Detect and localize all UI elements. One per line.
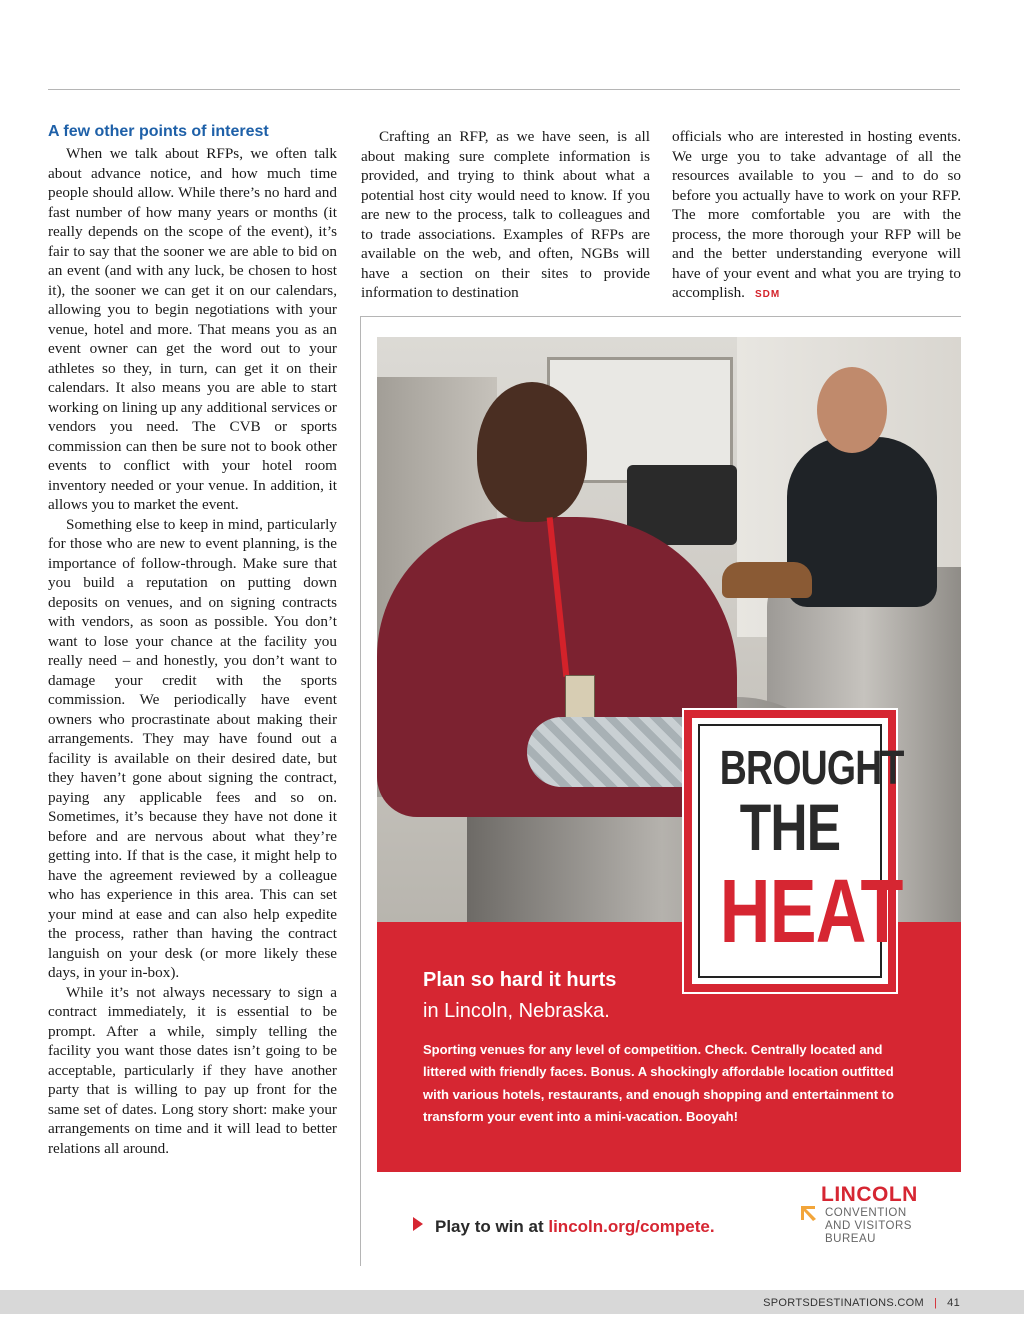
logo-name: LINCOLN [821,1183,918,1206]
header-rule [48,89,960,90]
article-column-3 [672,127,961,305]
end-mark: SDM [754,289,781,300]
paragraph: Something else to keep in mind, particularly for those who are new to event planning, is the importance of follow-through. Make sure that you build a reputation on putting down deposits on venues, and on signing contracts with vendors, as soon as possible. You don’t want to lose your chance at the facility you really need – and honestly, you don’t want to damage your credit with the sports commission. We periodically have event owners who procrastinate about making their arrangements. They may have found out a facility is available on their desired date, but they haven’t gone about signing the contract, paying any applicable fees and so on. Sometimes, it’s because they have not done it before and are nervous about what they’re getting into. If that is the case, it might help to have the agreement reviewed by a colleague who has experience in this area. This can set your mind at ease and can also help expedite the process, rather than having the contract languish on your desk (or more likely these days, in your in-box). [48,515,337,981]
photo-shoes [722,562,812,598]
paragraph-text: officials who are interested in hosting events. We urge you to take advantage of all the resources available to you – and to do so before you actually have to work on your RFP. The more comfortable you are with the process, the more thorough your RFP will be and the better understanding everyone will have of your event and what you are trying to accomplish. [672,128,961,301]
headline-inner-frame [698,724,904,978]
logo-subline-2: AND VISITORS [825,1220,912,1232]
section-heading: A few other points of interest [48,123,269,140]
cta-prefix: Play to win at [435,1217,549,1236]
page-footer [763,1297,960,1309]
ad-body-copy: Sporting venues for any level of competition. Check. Centrally located and littered with friendly faces. Bonus. A shockingly affordable location outfitted with various hotels, restaurants, and enough shopping and entertainment to transform your event into a mini-vacation. Booyah! [423,1042,894,1124]
article-column-1 [48,122,337,1158]
headline-line-2: THE [739,790,841,864]
cta-url-link[interactable]: lincoln.org/compete. [548,1217,715,1236]
headline-line-1: BROUGHT [719,742,904,795]
footer-separator: | [933,1297,938,1309]
lincoln-arrow-icon [799,1203,819,1223]
logo-subline-1: CONVENTION [825,1207,907,1219]
footer-site: SPORTSDESTINATIONS.COM [763,1297,924,1309]
paragraph: While it’s not always necessary to sign a contract immediately, it is essential to be prompt. After a while, simply telling the facility you want those dates isn’t going to be acceptable, particularly if they have another party that is willing to pay up front for the same set of dates. Long story short: make your arrangements on time and it will lead to better relations all around. [48,983,337,1157]
headline-line-3: HEAT [719,862,903,962]
page-number: 41 [947,1297,960,1309]
logo-subline-3: BUREAU [825,1233,876,1245]
ad-top-rule [361,316,961,317]
ad-call-to-action [413,1217,715,1237]
headline-box [684,710,904,992]
play-arrow-icon [413,1217,423,1231]
photo-person-background-head [817,367,887,453]
paragraph: When we talk about RFPs, we often talk about advance notice, and how much time people should allow. While there’s no hard and fast number of how many years or months (it really depends on the scope of the event), it’s fair to say that the sooner we are able to bid on an event (and with any luck, be chosen to host it), the sooner we can get it on our calendars, allowing you to begin negotiations with your venue, hotel and more. That means you as an event owner can get the word out to your athletes so they, in turn, can get it on their calendars. It also means you are able to start working on lining up any additional services or vendors you need. The CVB or sports commission can then be sure not to book other events to conflict with your hotel room inventory needed or your venue. In addition, it allows you to market the event. [48,145,337,513]
advertisement [377,337,961,1260]
photo-person-foreground-head [477,382,587,522]
ad-tagline: Plan so hard it hurts [423,969,617,991]
ad-tagline-location: in Lincoln, Nebraska. [423,1000,610,1022]
paragraph [672,127,961,305]
article-column-2 [361,127,650,303]
paragraph: Crafting an RFP, as we have seen, is all about making sure complete information is provided, and trying to think about what a potential host city would need to know. If you are new to the process, talk to colleagues and to trade associations. Examples of RFPs are available on the web, and often, NGBs will have a section on their sites to provide information to destination [361,128,650,301]
ad-left-rule [360,316,361,1266]
